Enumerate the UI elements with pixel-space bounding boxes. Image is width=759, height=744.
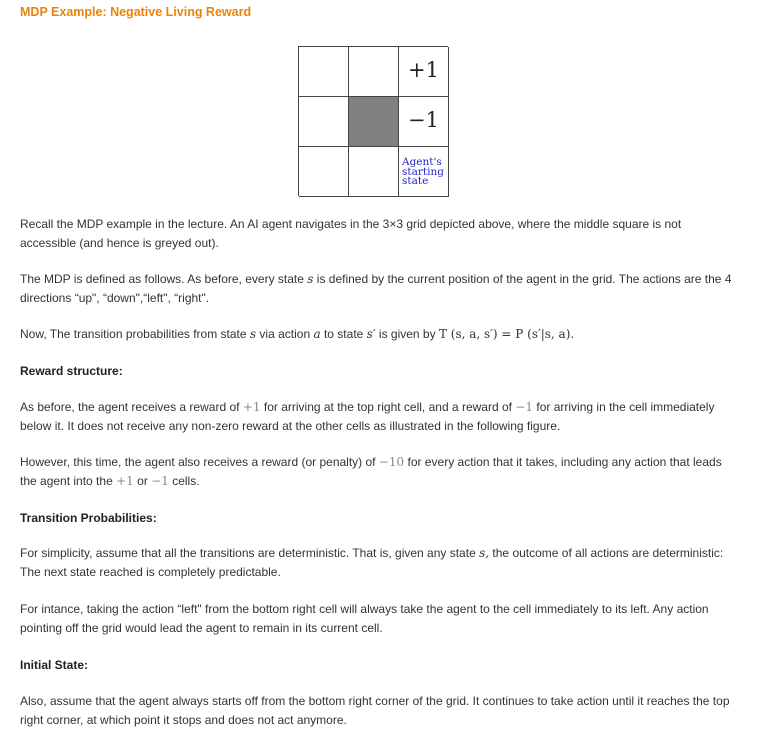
math-minus-one: −1 [151, 474, 169, 488]
paragraph-example: For intance, taking the action “left" from the bottom right cell will always take the agent to the cell immediately to its left. Any action pointing off the grid would lead the agent to remain in its current cell. [20, 602, 709, 635]
grid-cell-top-middle [349, 47, 399, 97]
paragraph-rewards [20, 398, 735, 436]
text: is given by [378, 327, 436, 341]
start-label-line: Agent's [402, 156, 442, 168]
math-s-prime: s′ [366, 327, 376, 341]
text: for arriving at the top right cell, and a reward of [263, 400, 512, 414]
math-s: s [307, 272, 314, 286]
math-transition-formula: T (s, a, s′) = P (s′|s, a). [438, 327, 575, 341]
heading-reward-structure: Reward structure: [20, 364, 123, 378]
math-minus-one: −1 [515, 400, 534, 414]
grid-cell-top-right [399, 47, 449, 97]
grid-cell-bottom-left [299, 147, 349, 197]
text: the outcome of all actions are deterministic: The next state reached is completely predictable. [20, 546, 724, 579]
start-label-line: starting [402, 165, 444, 178]
text: As before, the agent receives a reward of [20, 400, 240, 414]
text: or [137, 474, 148, 488]
reward-minus-one: −1 [408, 108, 439, 132]
heading-transition-probabilities: Transition Probabilities: [20, 511, 157, 525]
paragraph-mdp-definition [20, 270, 735, 308]
start-label-line: state [402, 175, 429, 187]
text: The MDP is defined as follows. As before, every state [20, 272, 304, 286]
math-s: s, [479, 546, 490, 560]
paragraph-intro: Recall the MDP example in the lecture. An AI agent navigates in the 3×3 grid depicted above, where the middle square is not accessible (and hence is greyed out). [20, 217, 682, 250]
text: via action [259, 327, 311, 341]
paragraph-deterministic [20, 544, 735, 582]
math-minus-ten: −10 [378, 455, 405, 469]
grid-cell-top-left [299, 47, 349, 97]
grid-cell-bottom-middle [349, 147, 399, 197]
math-plus-one: +1 [242, 400, 261, 414]
text: is defined by the current position of the agent in the grid. The actions are the 4 directions “up", “down",“left", “right". [20, 272, 732, 305]
text: cells. [172, 474, 200, 488]
text: for arriving in the cell immediately below it. It does not receive any non-zero reward at the other cells as illustrated in the following figure. [20, 400, 715, 433]
math-s: s [249, 327, 257, 341]
math-plus-one: +1 [116, 474, 134, 488]
text: Now, The transition probabilities from state [20, 327, 247, 341]
paragraph-transition-def [20, 325, 735, 344]
grid-cell-bottom-right [399, 147, 449, 197]
grid-cell-middle-right [399, 97, 449, 147]
reward-plus-one: +1 [408, 58, 439, 82]
grid-cell-blocked [349, 97, 399, 147]
math-a: a [313, 327, 321, 341]
text: However, this time, the agent also receives a reward (or penalty) of [20, 455, 376, 469]
start-state-label [402, 158, 444, 187]
gridworld-figure [298, 46, 448, 196]
page-title: MDP Example: Negative Living Reward [20, 5, 252, 19]
paragraph-initial-state: Also, assume that the agent always starts off from the bottom right corner of the grid. It continues to take action until it reaches the top right corner, at which point it stops and does not act anymore. [20, 694, 730, 727]
paragraph-living-penalty [20, 453, 735, 491]
text: to state [323, 327, 364, 341]
heading-initial-state: Initial State: [20, 658, 89, 672]
text: for every action that it takes, including any action that leads the agent into the [20, 455, 722, 488]
grid-cell-middle-left [299, 97, 349, 147]
text: For simplicity, assume that all the transitions are deterministic. That is, given any state [20, 546, 476, 560]
